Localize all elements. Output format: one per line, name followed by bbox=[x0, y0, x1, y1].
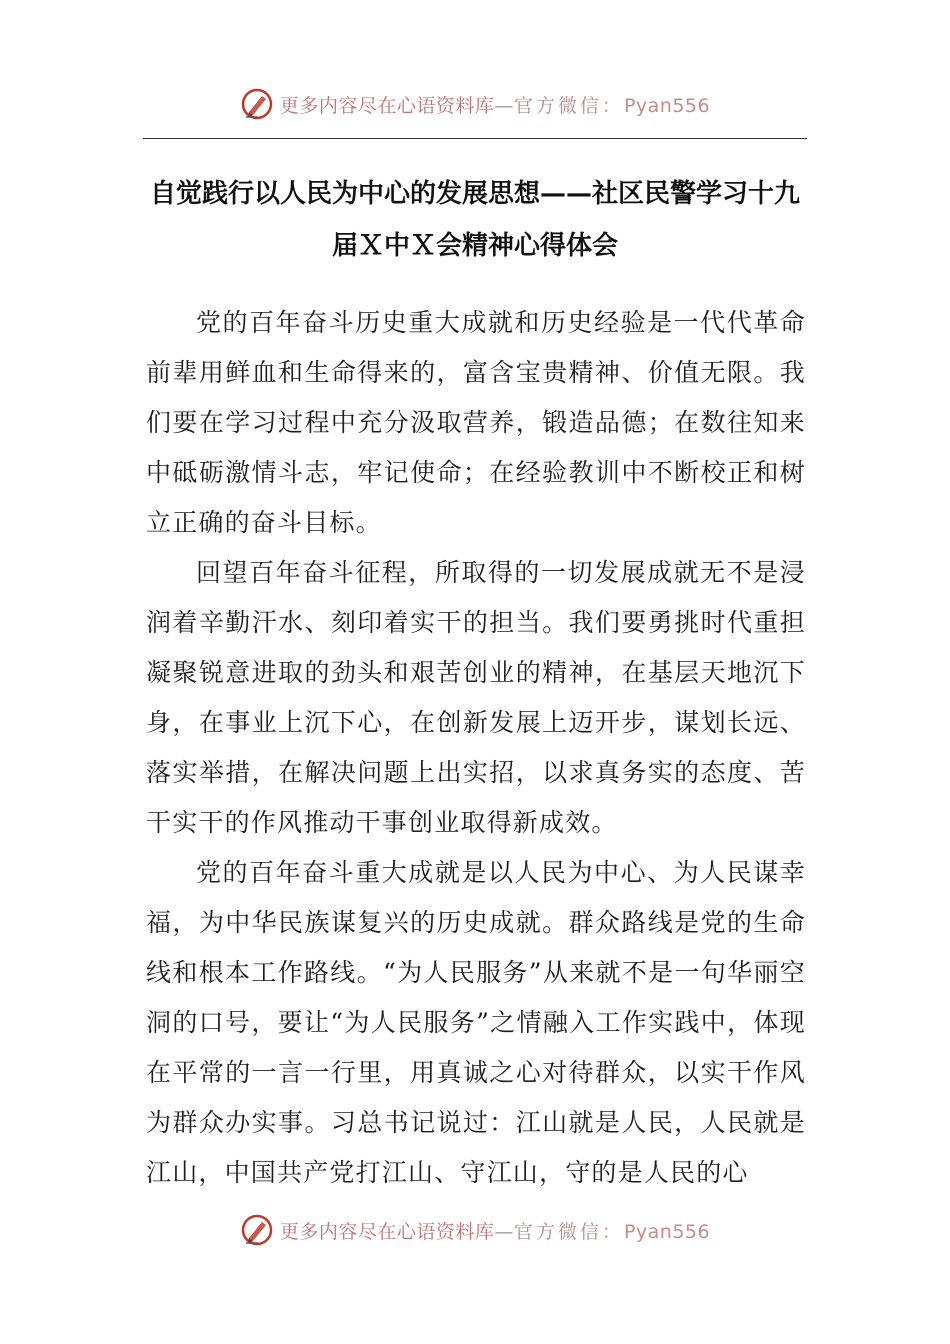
watermark-label: 官方微信： bbox=[513, 94, 624, 117]
pen-logo-icon bbox=[240, 87, 274, 121]
body-paragraph-3: 党的百年奋斗重大成就是以人民为中心、为人民谋幸福，为中华民族谋复兴的历史成就。群众路线是党的生命线和根本工作路线。“为人民服务”从来就不是一句华丽空洞的口号，要让“为人民服务”之情融入工作实践中，体现在平常的一言一行里，用真诚之心对待群众，以实干作风为群众办实事。习总书记说过：江山就是人民，人民就是江山，中国共产党打江山、守江山，守的是人民的心 bbox=[146, 858, 806, 1187]
body-paragraph-1: 党的百年奋斗历史重大成就和历史经验是一代代革命前辈用鲜血和生命得来的，富含宝贵精神、价值无限。我们要在学习过程中充分汲取营养，锻造品德；在数往知来中砥砺激情斗志，牢记使命；在经验教训中不断校正和树立正确的奋斗目标。 bbox=[146, 308, 806, 537]
document-body bbox=[146, 298, 806, 1198]
document-title bbox=[143, 168, 807, 272]
body-paragraph-2: 回望百年奋斗征程，所取得的一切发展成就无不是浸润着辛勤汗水、刻印着实干的担当。我们要勇挑时代重担凝聚锐意进取的劲头和艰苦创业的精神，在基层天地沉下身，在事业上沉下心，在创新发展上迈开步，谋划长远、落实举措，在解决问题上出实招，以求真务实的态度、苦干实干的作风推动干事创业取得新成效。 bbox=[146, 558, 806, 837]
watermark-wechat-id: Pyan556 bbox=[623, 94, 711, 117]
watermark-wechat-id: Pyan556 bbox=[623, 1220, 711, 1243]
watermark-brand: 更多内容尽在心语资料库 bbox=[279, 1220, 495, 1243]
pen-logo-icon bbox=[240, 1213, 274, 1247]
document-title-line-1: 自觉践行以人民为中心的发展思想——社区民警学习十九 bbox=[149, 179, 800, 209]
header-watermark bbox=[0, 82, 950, 126]
watermark-brand: 更多内容尽在心语资料库 bbox=[279, 94, 495, 117]
watermark-text bbox=[280, 1217, 710, 1244]
footer-watermark bbox=[0, 1208, 950, 1252]
document-title-line-2: 届Ｘ中Ｘ会精神心得体会 bbox=[331, 231, 618, 261]
header-divider bbox=[143, 138, 807, 139]
watermark-separator: — bbox=[494, 94, 514, 117]
watermark-text bbox=[280, 91, 710, 118]
watermark-separator: — bbox=[494, 1220, 514, 1243]
watermark-label: 官方微信： bbox=[513, 1220, 624, 1243]
